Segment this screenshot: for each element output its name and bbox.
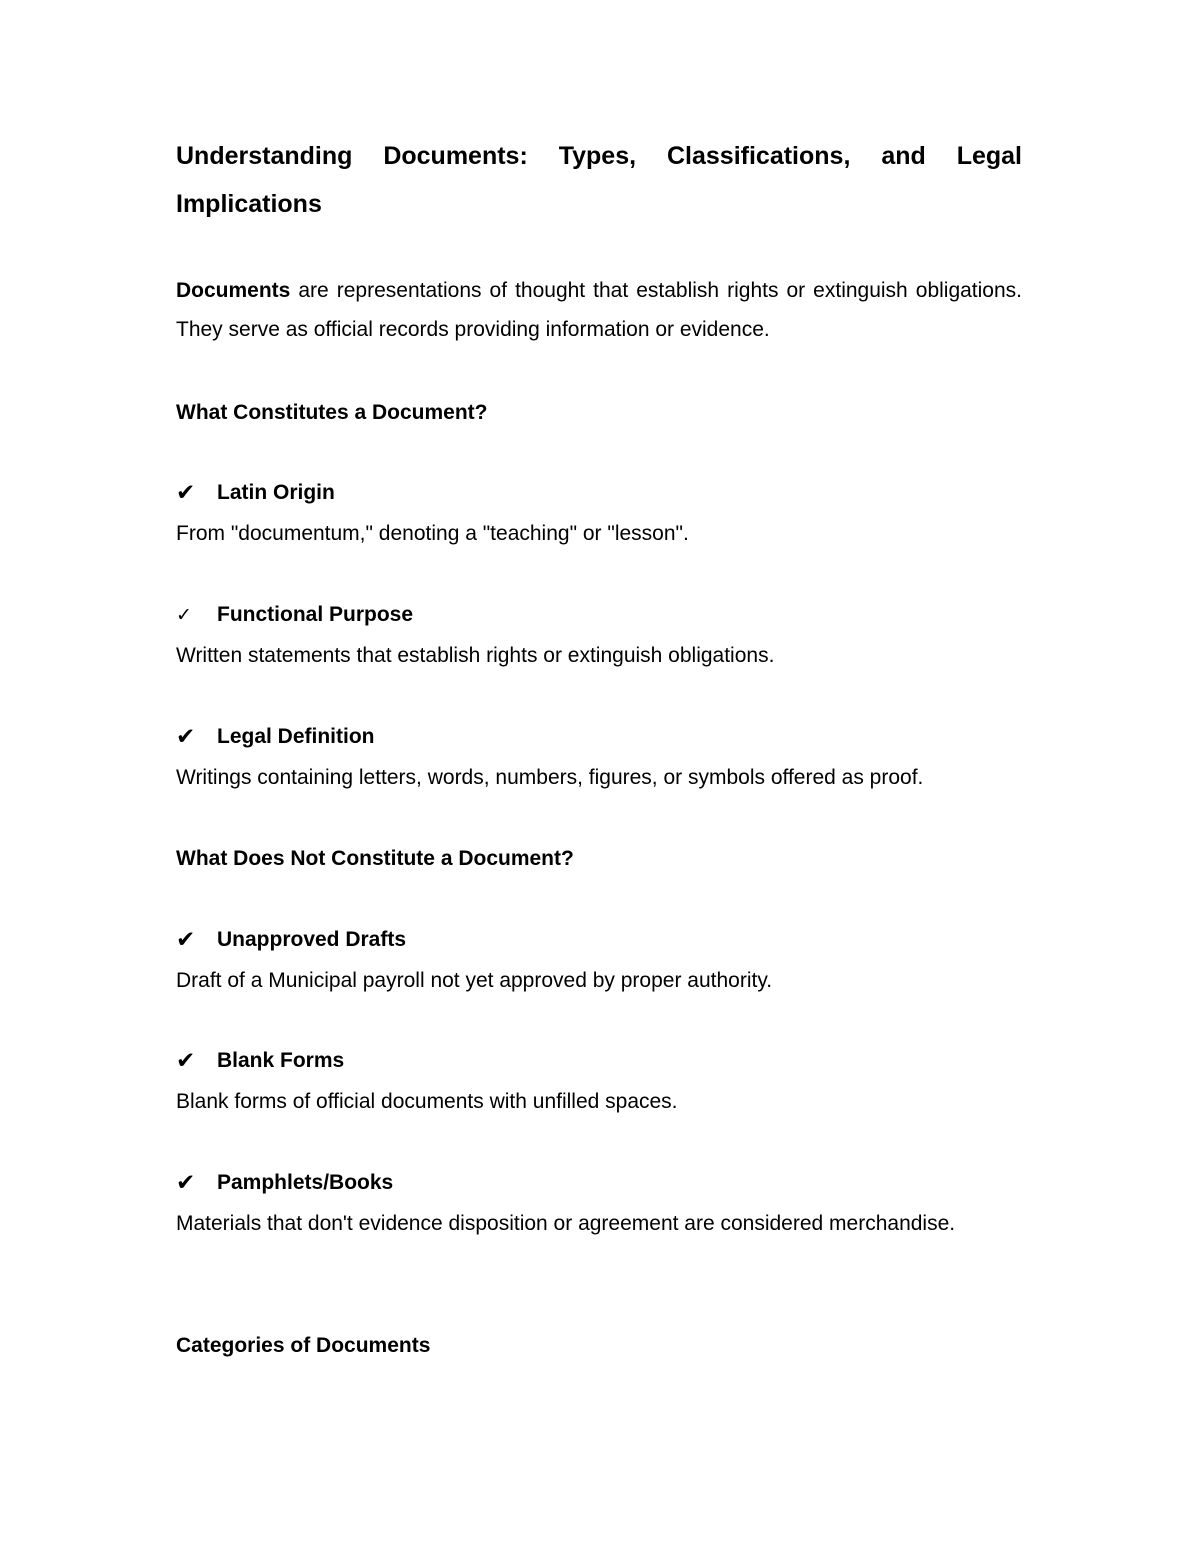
list-item-legal-definition — [176, 717, 1022, 798]
heavy-check-icon: ✔ — [176, 1170, 196, 1196]
heavy-check-icon: ✔ — [176, 724, 196, 750]
item-label: Functional Purpose — [217, 603, 414, 626]
list-item-pamphlets-books — [176, 1163, 1022, 1244]
list-item-unapproved-drafts — [176, 920, 1022, 1001]
heavy-check-icon: ✔ — [176, 1048, 196, 1074]
section-heading-constitutes: What Constitutes a Document? — [176, 401, 488, 424]
heavy-check-icon: ✔ — [176, 927, 196, 953]
item-description: Draft of a Municipal payroll not yet approved by proper authority. — [176, 969, 773, 992]
item-description: Written statements that establish rights or extinguish obligations. — [176, 644, 775, 667]
section-heading-categories: Categories of Documents — [176, 1334, 431, 1357]
document-page — [176, 0, 1022, 1553]
item-description: Writings containing letters, words, numbers, figures, or symbols offered as proof. — [176, 766, 924, 789]
document-title: Understanding Documents: Types, Classifications, and Legal Implications — [176, 142, 1022, 218]
item-description: From "documentum," denoting a "teaching" or "lesson". — [176, 522, 689, 545]
intro-paragraph — [176, 271, 1022, 349]
intro-bold-term: Documents — [176, 279, 291, 302]
item-description: Blank forms of official documents with unfilled spaces. — [176, 1090, 678, 1113]
item-label: Pamphlets/Books — [217, 1171, 394, 1194]
item-description: Materials that don't evidence disposition or agreement are considered merchandise. — [176, 1212, 956, 1235]
list-item-functional-purpose — [176, 595, 1022, 676]
list-item-latin-origin — [176, 473, 1022, 554]
item-label: Unapproved Drafts — [217, 928, 407, 951]
item-label: Blank Forms — [217, 1049, 345, 1072]
light-check-icon: ✓ — [176, 604, 192, 626]
heavy-check-icon: ✔ — [176, 480, 196, 506]
item-label: Legal Definition — [217, 725, 375, 748]
list-item-blank-forms — [176, 1041, 1022, 1122]
item-label: Latin Origin — [217, 481, 335, 504]
section-heading-not-constitutes: What Does Not Constitute a Document? — [176, 847, 574, 870]
intro-text: are representations of thought that establish rights or extinguish obligations. They serve as official records providing information or evidence. — [176, 279, 1022, 341]
